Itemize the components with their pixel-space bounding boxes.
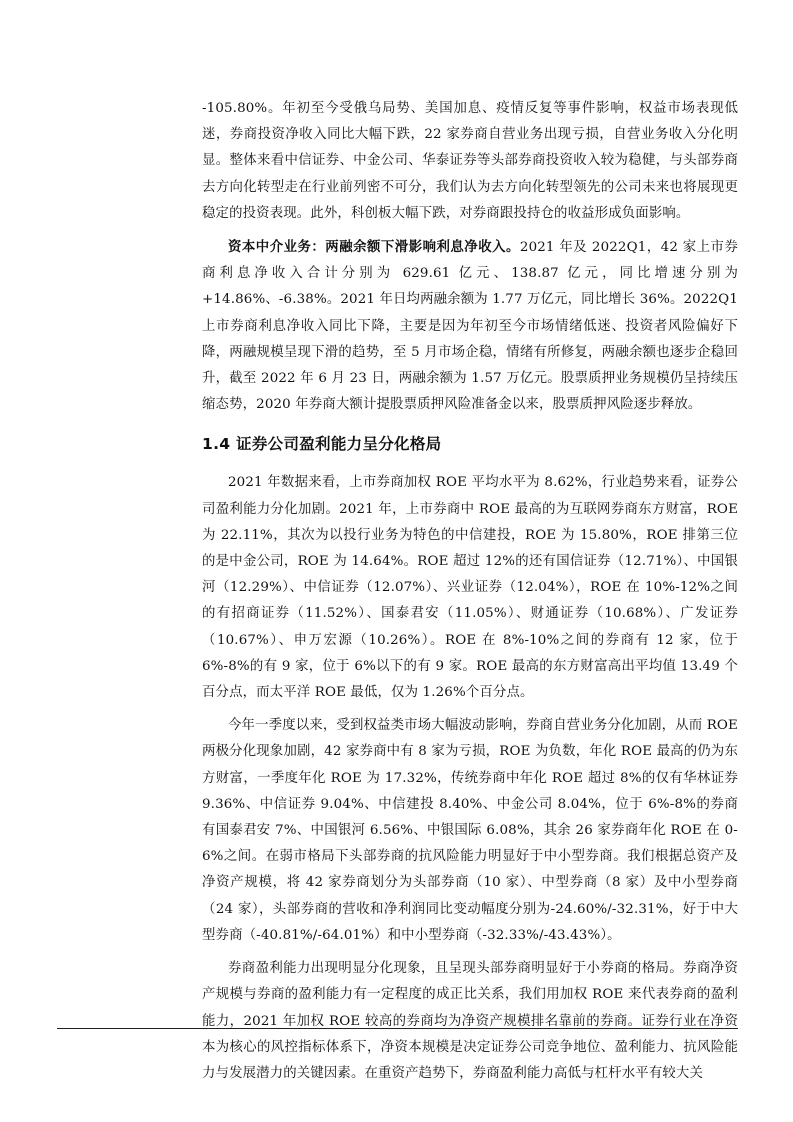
paragraph-roe-q1: 今年一季度以来，受到权益类市场大幅波动影响，券商自营业务分化加剧，从而 ROE 两极分化现象加剧，42 家券商中有 8 家为亏损，ROE 为负数，年化 ROE 最高的仍为东方财富，一季度年化 ROE 为 17.32%，传统券商中年化 ROE 超过 8%的仅有华林证券 9.36%、中信证券 9.04%、中信建投 8.40%、中金公司 8.04%，位于 6%-8%的券商有国泰君安 7%、中国银河 6.56%、中银国际 6.08%，其余 26 家券商年化 ROE 在 0-6%之间。在弱市格局下头部券商的抗风险能力明显好于中小型券商。我们根据总资产及净资产规模，将 42 家券商划分为头部券商（10 家）、中型券商（8 家）及中小型券商（24 家），头部券商的营收和净利润同比变动幅度分别为-24.60%/-32.31%，好于中大型券商（-40.81%/-64.01%）和中小型券商（-32.33%/-43.43%）。	[202, 718, 738, 943]
paragraph-profitability-split: 券商盈利能力出现明显分化现象，且呈现头部券商明显好于小券商的格局。券商净资产规模与券商的盈利能力有一定程度的成正比关系，我们用加权 ROE 来代表券商的盈利能力，2021 年加权 ROE 较高的券商均为净资产规模排名靠前的券商。证券行业在净资本为核心的风控指标体系下，净资本规模是决定证券公司竞争地位、盈利能力、抗风险能力与发展潜力的关键因素。在重资产趋势下，券商盈利能力高低与杠杆水平有较大关	[202, 961, 738, 1081]
paragraph-roe-2021: 2021 年数据来看，上市券商加权 ROE 平均水平为 8.62%，行业趋势来看，证券公司盈利能力分化加剧。2021 年，上市券商中 ROE 最高的为互联网券商东方财富，ROE 为 22.11%，其次为以投行业务为特色的中信建投，ROE 为 15.80%，ROE 排第三位的是中金公司，ROE 为 14.64%。ROE 超过 12%的还有国信证券（12.71%）、中国银河（12.29%）、中信证券（12.07%）、兴业证券（12.04%），ROE 在 10%-12%之间的有招商证券（11.52%）、国泰君安（11.05%）、财通证券（10.68%）、广发证券（10.67%）、申万宏源（10.26%）。ROE 在 8%-10%之间的券商有 12 家，位于 6%-8%的有 9 家，位于 6%以下的有 9 家。ROE 最高的东方财富高出平均值 13.49 个百分点，而太平洋 ROE 最低，仅为 1.26%个百分点。	[202, 475, 738, 701]
section-heading: 1.4 证券公司盈利能力呈分化格局	[202, 435, 442, 454]
document-body	[202, 96, 738, 1087]
paragraph-proprietary-trading: -105.80%。年初至今受俄乌局势、美国加息、疫情反复等事件影响，权益市场表现低迷，券商投资净收入同比大幅下跌，22 家券商自营业务出现亏损，自营业务收入分化明显。整体来看中信证券、中金公司、华泰证券等头部券商投资收入较为稳健，与头部券商去方向化转型走在行业前列密不可分，我们认为去方向化转型领先的公司未来也将展现更稳定的投资表现。此外，科创板大幅下跌，对券商跟投持仓的收益形成负面影响。	[202, 101, 738, 221]
paragraph-body-text: 2021 年及 2022Q1，42 家上市券商利息净收入合计分别为 629.61 亿元、138.87 亿元，同比增速分别为+14.86%、-6.38%。2021 年日均两融余额为 1.77 万亿元，同比增长 36%。2022Q1 上市券商利息净收入同比下降，主要是因为年初至今市场情绪低迷、投资者风险偏好下降，两融规模呈现下滑的趋势，至 5 月市场企稳，情绪有所修复，两融余额也逐步企稳回升，截至 2022 年 6 月 23 日，两融余额为 1.57 万亿元。股票质押业务规模仍呈持续压缩态势，2020 年券商大额计提股票质押风险准备金以来，股票质押风险逐步释放。	[202, 240, 738, 413]
paragraph-capital-intermediary	[202, 234, 738, 418]
footer-divider	[57, 1028, 738, 1029]
paragraph-lead-heading: 资本中介业务：两融余额下滑影响利息净收入。	[228, 239, 520, 256]
